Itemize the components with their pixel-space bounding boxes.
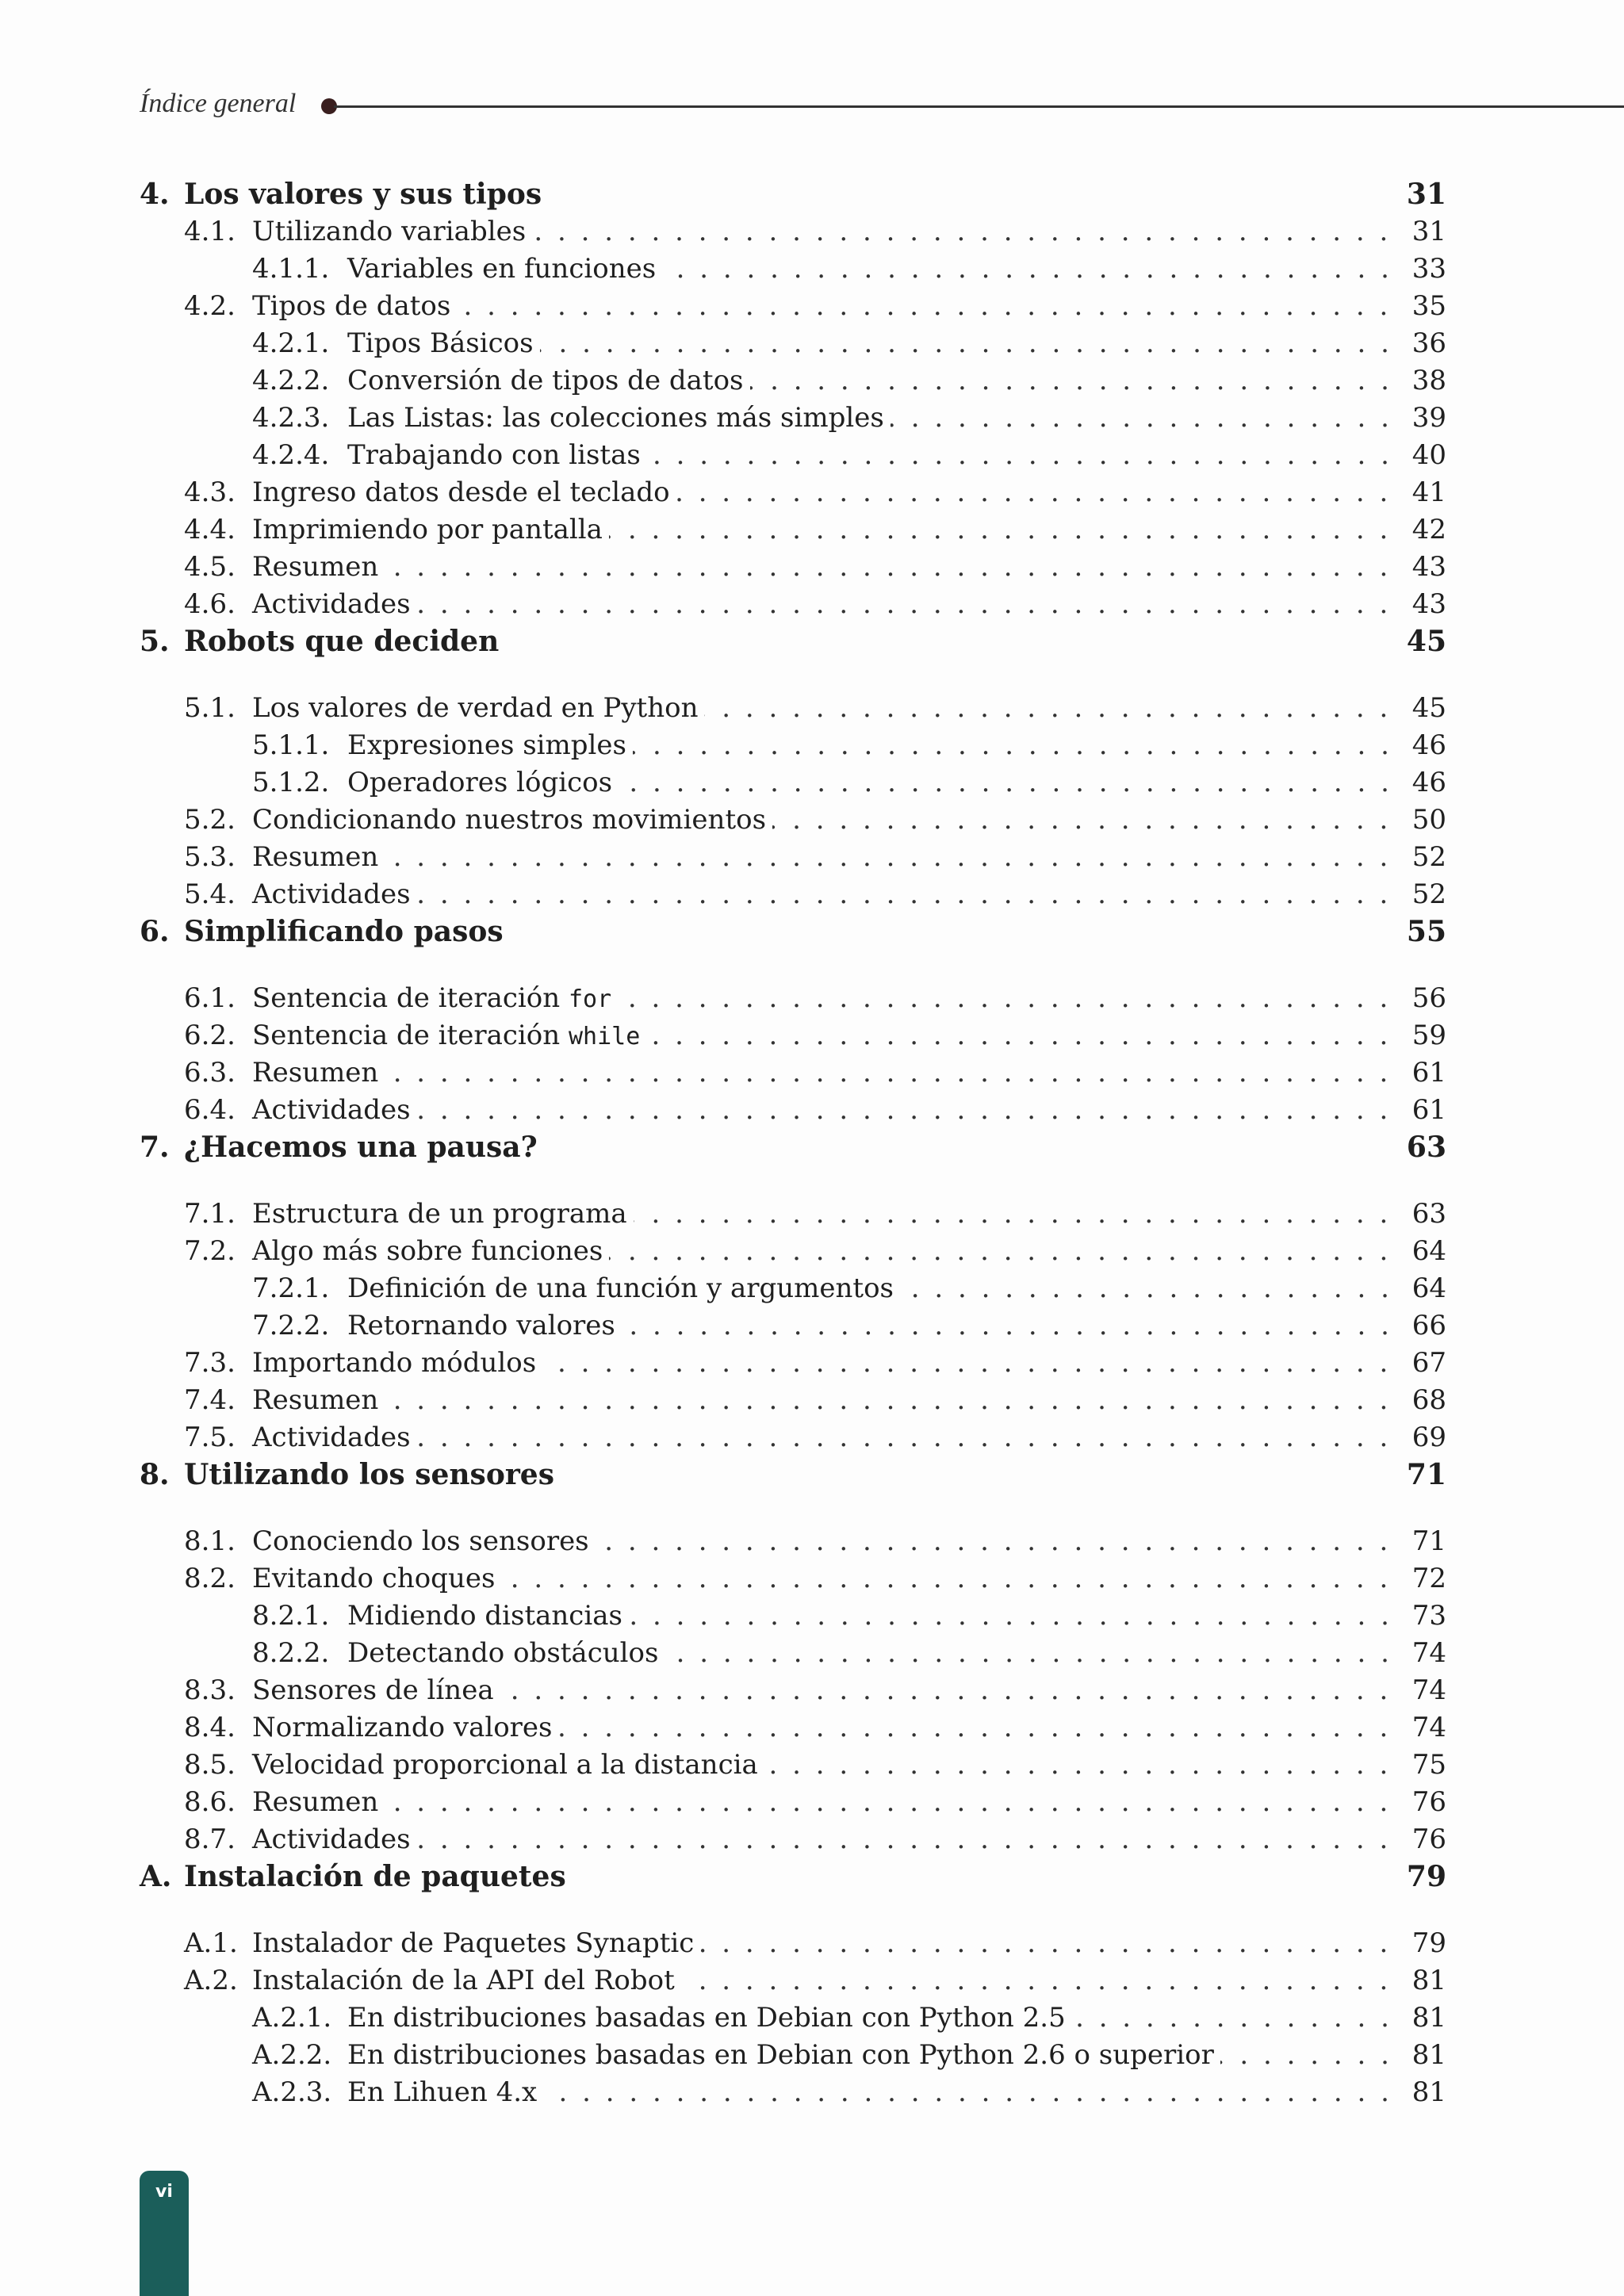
toc-entry-title-text: Sensores de línea bbox=[252, 1674, 494, 1706]
toc-section-entry[interactable] bbox=[140, 839, 1446, 876]
toc-section-entry[interactable] bbox=[140, 549, 1446, 586]
toc-entry-title bbox=[347, 1635, 665, 1672]
toc-entry-page: 31 bbox=[1404, 213, 1446, 251]
toc-entry-title bbox=[252, 1382, 385, 1419]
toc-subsection-entry[interactable] bbox=[140, 1598, 1446, 1635]
toc-entry-number: 8.2.2. bbox=[252, 1637, 330, 1669]
toc-entry-page: 36 bbox=[1404, 325, 1446, 362]
toc-entry-page: 63 bbox=[1399, 1129, 1446, 1166]
toc-entry-title-text: Normalizando valores bbox=[252, 1712, 553, 1743]
toc-section-entry[interactable] bbox=[140, 474, 1446, 511]
toc-section-entry[interactable] bbox=[140, 1054, 1446, 1092]
toc-entry-page: 56 bbox=[1404, 980, 1446, 1017]
toc-entry-title-text: Imprimiendo por pantalla bbox=[252, 514, 603, 545]
toc-entry-title bbox=[347, 251, 662, 288]
toc-entry-title bbox=[347, 2074, 543, 2111]
toc-section-entry[interactable] bbox=[140, 1345, 1446, 1382]
toc-entry-title bbox=[184, 1129, 544, 1166]
toc-entry-page: 59 bbox=[1404, 1017, 1446, 1054]
toc-entry-title-text: Evitando choques bbox=[252, 1563, 496, 1594]
toc-entry-title-text: Los valores de verdad en Python bbox=[252, 692, 699, 724]
toc-entry-title bbox=[252, 1560, 501, 1598]
toc-entry-page: 41 bbox=[1404, 474, 1446, 511]
toc-entry-page: 63 bbox=[1404, 1196, 1446, 1233]
toc-entry-title bbox=[252, 1925, 700, 1962]
toc-entry-number: 4.2. bbox=[184, 290, 236, 322]
toc-entry-title bbox=[252, 1962, 681, 1999]
toc-entry-page: 46 bbox=[1404, 727, 1446, 764]
toc-subsection-entry[interactable] bbox=[140, 2037, 1446, 2074]
toc-subsection-entry[interactable] bbox=[140, 727, 1446, 764]
toc-entry-title-text: En Lihuen 4.x bbox=[347, 2076, 538, 2108]
toc-entry-number: 5.4. bbox=[184, 878, 236, 910]
toc-entry-title bbox=[252, 1054, 385, 1092]
toc-entry-page: 71 bbox=[1404, 1523, 1446, 1560]
toc-section-entry[interactable] bbox=[140, 1196, 1446, 1233]
toc-entry-page: 43 bbox=[1404, 549, 1446, 586]
toc-entry-title bbox=[252, 1196, 634, 1233]
toc-entry-title-text: Instalador de Paquetes Synaptic bbox=[252, 1927, 695, 1959]
toc-entry-page: 79 bbox=[1399, 1858, 1446, 1896]
toc-entry-title-text: Utilizando variables bbox=[252, 216, 527, 247]
toc-entry-page: 61 bbox=[1404, 1092, 1446, 1129]
toc-entry-title bbox=[252, 1523, 596, 1560]
toc-entry-page: 81 bbox=[1404, 1999, 1446, 2037]
toc-entry-title-text: Retornando valores bbox=[347, 1310, 615, 1341]
toc-entry-title-text: Instalación de paquetes bbox=[184, 1860, 566, 1893]
toc-entry-page: 64 bbox=[1404, 1233, 1446, 1270]
toc-entry-number: 8. bbox=[140, 1458, 170, 1491]
toc-entry-number: 6.1. bbox=[184, 982, 236, 1014]
toc-entry-number: A.2. bbox=[184, 1965, 238, 1996]
toc-section-entry[interactable] bbox=[140, 1672, 1446, 1709]
toc-entry-title-text: Las Listas: las colecciones más simples bbox=[347, 402, 884, 434]
toc-section-entry[interactable] bbox=[140, 586, 1446, 623]
toc-subsection-entry[interactable] bbox=[140, 2074, 1446, 2111]
toc-entry-title bbox=[184, 1858, 573, 1896]
toc-entry-number: A.1. bbox=[184, 1927, 238, 1959]
toc-entry-page: 81 bbox=[1404, 2037, 1446, 2074]
toc-entry-title-text: Resumen bbox=[252, 551, 379, 583]
toc-entry-title-text: Velocidad proporcional a la distancia bbox=[252, 1749, 758, 1781]
toc-entry-title bbox=[252, 839, 385, 876]
toc-entry-number: 7.2. bbox=[184, 1235, 236, 1267]
toc-entry-number: 6.2. bbox=[184, 1020, 236, 1051]
toc-entry-number: 4.4. bbox=[184, 514, 236, 545]
running-header bbox=[140, 89, 1624, 124]
toc-section-entry[interactable] bbox=[140, 213, 1446, 251]
toc-entry-title bbox=[252, 511, 609, 549]
toc-entry-title-text: Conociendo los sensores bbox=[252, 1525, 589, 1557]
toc-entry-page: 73 bbox=[1404, 1598, 1446, 1635]
toc-entry-number: 6. bbox=[140, 915, 170, 948]
toc-entry-number: 8.1. bbox=[184, 1525, 236, 1557]
toc-entry-title bbox=[252, 1784, 385, 1821]
toc-entry-page: 50 bbox=[1404, 802, 1446, 839]
toc-entry-title-text: Actividades bbox=[252, 588, 411, 620]
toc-entry-title-text: ¿Hacemos una pausa? bbox=[184, 1131, 538, 1164]
toc-entry-title-text: Resumen bbox=[252, 1786, 379, 1818]
toc-entry-page: 55 bbox=[1399, 913, 1446, 951]
toc-entry-page: 79 bbox=[1404, 1925, 1446, 1962]
toc-entry-page: 33 bbox=[1404, 251, 1446, 288]
toc-entry-title bbox=[347, 727, 633, 764]
toc-entry-number: 8.2. bbox=[184, 1563, 236, 1594]
toc-section-entry[interactable] bbox=[140, 1560, 1446, 1598]
toc-entry-title bbox=[252, 1345, 542, 1382]
toc-section-entry[interactable] bbox=[140, 980, 1446, 1017]
toc-entry-page: 71 bbox=[1399, 1456, 1446, 1494]
toc-entry-number: 4.2.4. bbox=[252, 439, 330, 471]
toc-section-entry[interactable] bbox=[140, 1821, 1446, 1858]
dot-leader bbox=[252, 1092, 1391, 1129]
toc-entry-page: 81 bbox=[1404, 2074, 1446, 2111]
toc-entry-title-text: En distribuciones basadas en Debian con Python 2.5 bbox=[347, 2002, 1066, 2034]
toc-entry-title-text: Simplificando pasos bbox=[184, 915, 504, 948]
toc-entry-title bbox=[347, 1598, 629, 1635]
toc-subsection-entry[interactable] bbox=[140, 1307, 1446, 1345]
toc-entry-title bbox=[252, 288, 457, 325]
toc-chapter-entry[interactable] bbox=[140, 623, 1446, 690]
toc-entry-title-text: Operadores lógicos bbox=[347, 767, 613, 798]
toc-entry-number: 7.1. bbox=[184, 1198, 236, 1230]
toc-entry-number: 5. bbox=[140, 625, 170, 658]
toc-entry-number: 7. bbox=[140, 1131, 170, 1164]
toc-entry-title-text: Sentencia de iteración bbox=[252, 982, 561, 1014]
toc-entry-title bbox=[184, 913, 510, 951]
toc-entry-title bbox=[252, 549, 385, 586]
toc-entry-number: 4. bbox=[140, 178, 170, 211]
toc-entry-page: 31 bbox=[1399, 176, 1446, 213]
toc-entry-number: 5.1.2. bbox=[252, 767, 330, 798]
toc-entry-number: 6.4. bbox=[184, 1094, 236, 1126]
toc-entry-page: 75 bbox=[1404, 1747, 1446, 1784]
toc-entry-number: A. bbox=[140, 1860, 172, 1893]
toc-subsection-entry[interactable] bbox=[140, 1999, 1446, 2037]
toc-entry-title-text: Resumen bbox=[252, 1057, 379, 1089]
toc-entry-title-text: Detectando obstáculos bbox=[347, 1637, 659, 1669]
toc-entry-title bbox=[347, 1999, 1072, 2037]
dot-leader bbox=[252, 549, 1391, 586]
toc-entry-number: 4.2.2. bbox=[252, 365, 330, 396]
toc-entry-number: 5.2. bbox=[184, 804, 236, 836]
toc-entry-page: 42 bbox=[1404, 511, 1446, 549]
toc-section-entry[interactable] bbox=[140, 876, 1446, 913]
toc-entry-number: 7.2.2. bbox=[252, 1310, 330, 1341]
toc-entry-code-keyword: for bbox=[568, 985, 612, 1013]
toc-entry-number: 8.2.1. bbox=[252, 1600, 330, 1632]
toc-entry-number: 7.3. bbox=[184, 1347, 236, 1379]
toc-entry-page: 52 bbox=[1404, 839, 1446, 876]
toc-entry-title-text: Resumen bbox=[252, 1384, 379, 1416]
toc-entry-page: 45 bbox=[1404, 690, 1446, 727]
page-number: vi bbox=[155, 2182, 173, 2202]
toc-entry-code-keyword: while bbox=[568, 1023, 641, 1050]
toc-entry-title bbox=[347, 1307, 622, 1345]
toc-entry-page: 74 bbox=[1404, 1635, 1446, 1672]
toc-entry-title-text: Importando módulos bbox=[252, 1347, 537, 1379]
toc-entry-title bbox=[252, 1672, 500, 1709]
toc-entry-title-text: Robots que deciden bbox=[184, 625, 500, 658]
toc-entry-page: 52 bbox=[1404, 876, 1446, 913]
toc-section-entry[interactable] bbox=[140, 1962, 1446, 1999]
toc-entry-page: 40 bbox=[1404, 437, 1446, 474]
toc-chapter-entry[interactable] bbox=[140, 1858, 1446, 1925]
toc-entry-number: 8.4. bbox=[184, 1712, 236, 1743]
toc-entry-number: 4.6. bbox=[184, 588, 236, 620]
toc-entry-number: 7.4. bbox=[184, 1384, 236, 1416]
toc-subsection-entry[interactable] bbox=[140, 764, 1446, 802]
toc-entry-title-text: Actividades bbox=[252, 878, 411, 910]
toc-section-entry[interactable] bbox=[140, 1925, 1446, 1962]
toc-entry-page: 68 bbox=[1404, 1382, 1446, 1419]
toc-entry-title bbox=[252, 1747, 764, 1784]
toc-section-entry[interactable] bbox=[140, 1092, 1446, 1129]
toc-entry-number: 5.1. bbox=[184, 692, 236, 724]
toc-subsection-entry[interactable] bbox=[140, 362, 1446, 400]
toc-entry-page: 46 bbox=[1404, 764, 1446, 802]
toc-entry-title-text: Variables en funciones bbox=[347, 253, 657, 285]
toc-subsection-entry[interactable] bbox=[140, 1635, 1446, 1672]
dot-leader bbox=[252, 1419, 1391, 1456]
toc-entry-page: 39 bbox=[1404, 400, 1446, 437]
toc-entry-title bbox=[252, 1419, 417, 1456]
toc-entry-number: A.2.1. bbox=[252, 2002, 332, 2034]
toc-entry-title-text: Actividades bbox=[252, 1422, 411, 1453]
toc-entry-number: 8.7. bbox=[184, 1823, 236, 1855]
toc-entry-page: 43 bbox=[1404, 586, 1446, 623]
toc-entry-number: 4.1. bbox=[184, 216, 236, 247]
toc-section-entry[interactable] bbox=[140, 1523, 1446, 1560]
toc-entry-page: 66 bbox=[1404, 1307, 1446, 1345]
toc-subsection-entry[interactable] bbox=[140, 251, 1446, 288]
toc-entry-title bbox=[347, 764, 619, 802]
toc-entry-title-text: Midiendo distancias bbox=[347, 1600, 622, 1632]
toc-entry-title-text: Conversión de tipos de datos bbox=[347, 365, 744, 396]
dot-leader bbox=[252, 586, 1391, 623]
toc-entry-title-text: Utilizando los sensores bbox=[184, 1458, 554, 1491]
toc-entry-number: 7.2.1. bbox=[252, 1272, 330, 1304]
dot-leader bbox=[252, 1784, 1391, 1821]
toc-entry-title-text: Algo más sobre funciones bbox=[252, 1235, 603, 1267]
toc-section-entry[interactable] bbox=[140, 690, 1446, 727]
toc-entry-number: A.2.3. bbox=[252, 2076, 332, 2108]
toc-entry-title bbox=[347, 2037, 1220, 2074]
toc-section-entry[interactable] bbox=[140, 1419, 1446, 1456]
toc-subsection-entry[interactable] bbox=[140, 325, 1446, 362]
toc-entry-title-text: Tipos de datos bbox=[252, 290, 451, 322]
dot-leader bbox=[252, 1054, 1391, 1092]
toc-entry-title-text: Sentencia de iteración bbox=[252, 1020, 561, 1051]
toc-section-entry[interactable] bbox=[140, 1784, 1446, 1821]
toc-chapter-entry[interactable] bbox=[140, 1129, 1446, 1196]
toc-entry-title bbox=[252, 213, 532, 251]
toc-entry-title-text: Condicionando nuestros movimientos bbox=[252, 804, 767, 836]
toc-entry-title bbox=[252, 474, 676, 511]
toc-entry-title bbox=[347, 437, 647, 474]
toc-chapter-entry[interactable] bbox=[140, 1456, 1446, 1523]
toc-entry-title bbox=[184, 623, 505, 660]
toc-entry-title bbox=[252, 690, 704, 727]
table-of-contents bbox=[140, 176, 1446, 2111]
toc-entry-title bbox=[184, 176, 548, 213]
toc-entry-page: 74 bbox=[1404, 1672, 1446, 1709]
toc-entry-title bbox=[252, 1821, 417, 1858]
toc-entry-title-text: En distribuciones basadas en Debian con Python 2.6 o superior bbox=[347, 2039, 1214, 2071]
toc-entry-number: 4.1.1. bbox=[252, 253, 330, 285]
toc-entry-page: 81 bbox=[1404, 1962, 1446, 1999]
toc-entry-title bbox=[252, 802, 772, 839]
toc-entry-title bbox=[252, 1092, 417, 1129]
toc-entry-title bbox=[252, 1233, 609, 1270]
toc-entry-title bbox=[252, 876, 417, 913]
toc-entry-number: 4.2.3. bbox=[252, 402, 330, 434]
toc-entry-number: 8.6. bbox=[184, 1786, 236, 1818]
toc-section-entry[interactable] bbox=[140, 1017, 1446, 1054]
toc-entry-title bbox=[347, 362, 750, 400]
toc-entry-number: 7.5. bbox=[184, 1422, 236, 1453]
toc-entry-number: 4.2.1. bbox=[252, 327, 330, 359]
dot-leader bbox=[252, 876, 1391, 913]
header-title: Índice general bbox=[140, 89, 297, 118]
toc-section-entry[interactable] bbox=[140, 1747, 1446, 1784]
toc-entry-title-text: Expresiones simples bbox=[347, 729, 626, 761]
toc-entry-title-text: Actividades bbox=[252, 1823, 411, 1855]
page-number-tab bbox=[140, 2171, 189, 2296]
toc-section-entry[interactable] bbox=[140, 802, 1446, 839]
toc-entry-title-text: Estructura de un programa bbox=[252, 1198, 627, 1230]
toc-entry-page: 67 bbox=[1404, 1345, 1446, 1382]
toc-entry-title bbox=[347, 400, 891, 437]
toc-entry-title-text: Definición de una función y argumentos bbox=[347, 1272, 894, 1304]
toc-entry-title-text: Actividades bbox=[252, 1094, 411, 1126]
toc-section-entry[interactable] bbox=[140, 1709, 1446, 1747]
toc-entry-title-text: Trabajando con listas bbox=[347, 439, 641, 471]
toc-entry-number: 5.3. bbox=[184, 841, 236, 873]
toc-entry-title bbox=[347, 325, 540, 362]
toc-section-entry[interactable] bbox=[140, 288, 1446, 325]
toc-entry-number: 4.3. bbox=[184, 476, 236, 508]
toc-section-entry[interactable] bbox=[140, 1233, 1446, 1270]
toc-entry-page: 76 bbox=[1404, 1784, 1446, 1821]
toc-subsection-entry[interactable] bbox=[140, 437, 1446, 474]
toc-entry-title-text: Tipos Básicos bbox=[347, 327, 534, 359]
toc-entry-title bbox=[252, 586, 417, 623]
toc-entry-number: A.2.2. bbox=[252, 2039, 332, 2071]
toc-entry-number: 8.3. bbox=[184, 1674, 236, 1706]
toc-entry-title-text: Instalación de la API del Robot bbox=[252, 1965, 675, 1996]
dot-leader bbox=[252, 1821, 1391, 1858]
toc-entry-page: 76 bbox=[1404, 1821, 1446, 1858]
header-rule bbox=[334, 105, 1624, 108]
toc-entry-page: 35 bbox=[1404, 288, 1446, 325]
toc-subsection-entry[interactable] bbox=[140, 400, 1446, 437]
toc-entry-page: 72 bbox=[1404, 1560, 1446, 1598]
toc-entry-page: 45 bbox=[1399, 623, 1446, 660]
dot-leader bbox=[252, 839, 1391, 876]
toc-entry-number: 6.3. bbox=[184, 1057, 236, 1089]
toc-entry-page: 69 bbox=[1404, 1419, 1446, 1456]
toc-chapter-entry[interactable] bbox=[140, 176, 1446, 213]
toc-entry-number: 8.5. bbox=[184, 1749, 236, 1781]
toc-entry-title-text: Resumen bbox=[252, 841, 379, 873]
dot-leader bbox=[252, 1382, 1391, 1419]
toc-entry-title bbox=[252, 1017, 646, 1055]
toc-section-entry[interactable] bbox=[140, 1382, 1446, 1419]
toc-entry-title-text: Ingreso datos desde el teclado bbox=[252, 476, 670, 508]
toc-entry-title bbox=[252, 1709, 559, 1747]
toc-entry-page: 38 bbox=[1404, 362, 1446, 400]
toc-entry-title-text: Los valores y sus tipos bbox=[184, 178, 542, 211]
toc-chapter-entry[interactable] bbox=[140, 913, 1446, 980]
toc-entry-title bbox=[184, 1456, 561, 1494]
toc-entry-title bbox=[347, 1270, 900, 1307]
toc-entry-page: 74 bbox=[1404, 1709, 1446, 1747]
toc-entry-page: 61 bbox=[1404, 1054, 1446, 1092]
toc-entry-number: 5.1.1. bbox=[252, 729, 330, 761]
toc-section-entry[interactable] bbox=[140, 511, 1446, 549]
toc-entry-page: 64 bbox=[1404, 1270, 1446, 1307]
toc-entry-number: 4.5. bbox=[184, 551, 236, 583]
toc-subsection-entry[interactable] bbox=[140, 1270, 1446, 1307]
toc-entry-title bbox=[252, 980, 618, 1018]
